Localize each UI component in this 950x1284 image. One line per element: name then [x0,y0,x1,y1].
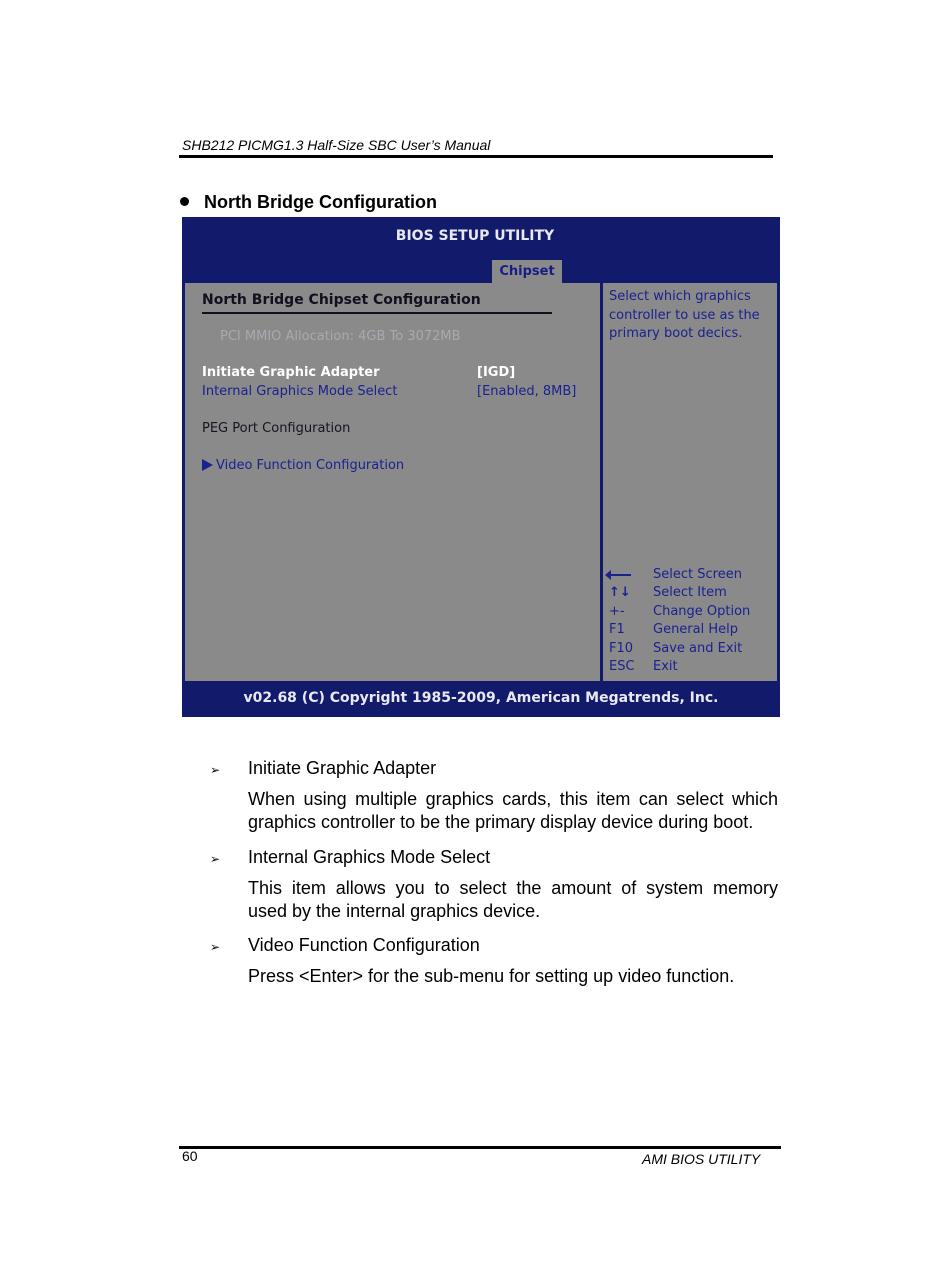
key-row-save-exit [609,641,742,656]
arrow-bullet-icon: ➢ [210,940,221,954]
key-action: Change Option [653,604,751,619]
key-row-change-option [609,604,750,619]
key-action: Select Screen [653,567,742,582]
key-row-exit [609,659,678,674]
arrow-up-down-icon: ↑↓ [609,585,631,600]
option-initiate-graphic-adapter[interactable]: Initiate Graphic Adapter [202,365,380,380]
arrow-bullet-icon: ➢ [210,763,221,777]
key-action: Save and Exit [653,641,743,656]
key-row-general-help [609,622,738,637]
key-label: +- [609,604,625,619]
submenu-label: Video Function Configuration [216,458,405,473]
key-row-select-item [609,585,727,600]
key-label: ESC [609,659,635,674]
key-action: Select Item [653,585,727,600]
value-internal-graphics-mode[interactable]: [Enabled, 8MB] [477,384,577,399]
manual-title: SHB212 PICMG1.3 Half-Size SBC User’s Manual [182,137,491,153]
option-internal-graphics-mode[interactable]: Internal Graphics Mode Select [202,384,398,399]
footer-rule [179,1146,781,1149]
page-number: 60 [182,1148,198,1164]
bios-heading-rule [202,312,552,314]
bios-title-bar [182,217,780,283]
arrow-bullet-icon: ➢ [210,852,221,866]
desc-text-line: graphics controller to be the primary display device during boot. [248,812,754,832]
key-label: F1 [609,622,625,637]
key-row-select-screen [609,567,742,582]
bios-copyright: v02.68 (C) Copyright 1985-2009, American Megatrends, Inc. [243,690,719,706]
desc-text-line: When using multiple graphics cards, this item can select which [248,789,778,809]
section-heading [180,192,437,213]
header-rule [179,155,773,158]
desc-title-internal-graphics-mode: Internal Graphics Mode Select [248,847,491,867]
desc-text-line: used by the internal graphics device. [248,901,541,921]
bios-border-left [182,283,185,681]
bullet-icon [180,197,189,206]
bios-status-bar [182,681,780,717]
bios-screenshot [182,217,780,717]
submenu-arrow-icon [202,459,213,471]
help-text: Select which graphics controller to use as the primary boot decics. [609,289,760,341]
arrow-left-icon [609,574,631,576]
tab-chipset[interactable]: Chipset [492,260,562,284]
footer-section-title: AMI BIOS UTILITY [642,1151,761,1167]
bios-panel-divider [600,283,603,681]
key-action: Exit [653,659,678,674]
bios-title: BIOS SETUP UTILITY [395,228,555,244]
value-initiate-graphic-adapter[interactable]: [IGD] [477,365,516,380]
submenu-video-function-configuration[interactable] [202,458,404,473]
desc-text-line: This item allows you to select the amount of system memory [248,878,778,898]
desc-title-initiate-graphic-adapter: Initiate Graphic Adapter [248,758,437,778]
key-label: F10 [609,641,634,656]
pci-mmio-allocation: PCI MMIO Allocation: 4GB To 3072MB [220,329,461,344]
key-action: General Help [653,622,739,637]
bios-page-heading: North Bridge Chipset Configuration [202,292,481,308]
bios-border-right [777,283,780,681]
desc-text-line: Press <Enter> for the sub-menu for setting up video function. [248,966,735,986]
section-title: North Bridge Configuration [204,192,437,212]
option-peg-port-configuration[interactable]: PEG Port Configuration [202,421,351,436]
desc-title-video-function: Video Function Configuration [248,935,480,955]
